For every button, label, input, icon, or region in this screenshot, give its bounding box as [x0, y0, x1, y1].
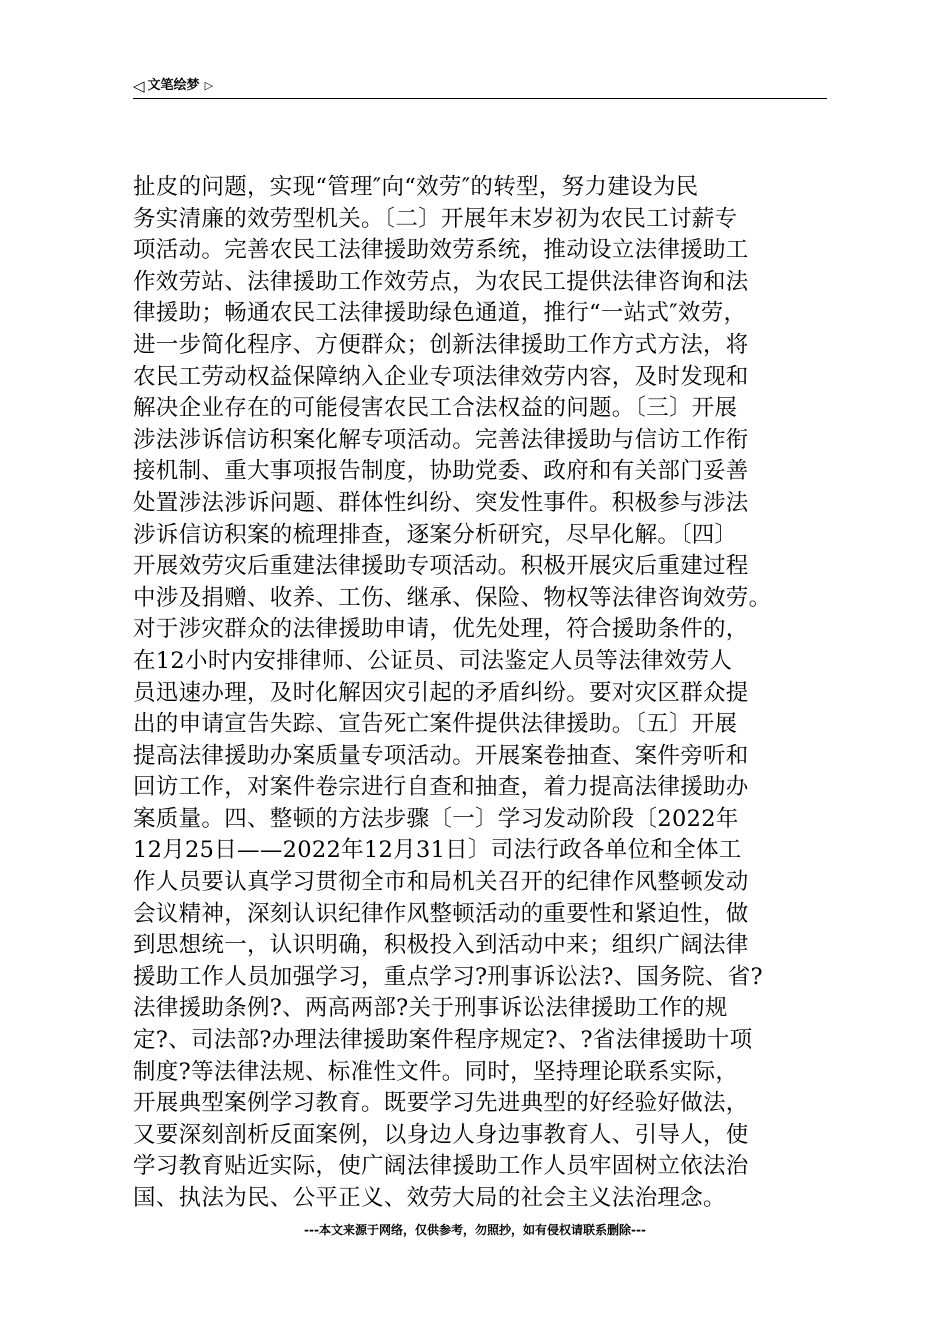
- text-line: 制度?等法律法规、标准性文件。同时，坚持理论联系实际，: [133, 1058, 739, 1085]
- text-line: 国、执法为民、公平正义、效劳大局的社会主义法治理念。: [133, 1185, 726, 1211]
- text-line: 法律援助条例?、两高两部?关于刑事诉讼法律援助工作的规: [133, 995, 728, 1022]
- text-line: 作人员要认真学习贯彻全市和局机关召开的纪律作风整顿发动: [133, 869, 749, 896]
- text-line: 援助工作人员加强学习，重点学习?刑事诉讼法?、国务院、省?: [133, 963, 763, 990]
- text-line: 农民工劳动权益保障纳入企业专项法律效劳内容，及时发现和: [133, 363, 749, 390]
- text-line: 项活动。完善农民工法律援助效劳系统，推动设立法律援助工: [133, 237, 749, 264]
- text-line: 员迅速办理，及时化解因灾引起的矛盾纠纷。要对灾区群众提: [133, 679, 749, 706]
- text-line: 会议精神，深刻认识纪律作风整顿活动的重要性和紧迫性，做: [133, 900, 749, 927]
- text-line: 案质量。四、整顿的方法步骤〔一〕学习发动阶段〔2022年: [133, 805, 739, 832]
- text-line: 12月25日——2022年12月31日〕司法行政各单位和全体工: [133, 837, 742, 864]
- page-footer: ---本文来源于网络，仅供参考，勿照抄，如有侵权请联系删除---: [304, 1223, 646, 1237]
- text-line: 涉诉信访积案的梳理排查，逐案分析研究，尽早化解。〔四〕: [133, 521, 738, 548]
- text-line: 律援助；畅通农民工法律援助绿色通道，推行“一站式″效劳，: [133, 300, 747, 327]
- text-line: 解决企业存在的可能侵害农民工合法权益的问题。〔三〕开展: [133, 395, 738, 422]
- text-line: 进一步简化程序、方便群众；创新法律援助工作方式方法，将: [133, 331, 749, 358]
- text-line: 定?、司法部?办理法律援助案件程序规定?、?省法律援助十项: [133, 1027, 753, 1054]
- page-header: [133, 74, 827, 99]
- text-line: 提高法律援助办案质量专项活动。开展案卷抽查、案件旁听和: [133, 742, 749, 769]
- text-line: 开展典型案例学习教育。既要学习先进典型的好经验好做法，: [133, 1090, 749, 1117]
- text-line: 中涉及捐赠、收养、工伤、继承、保险、物权等法律咨询效劳。: [133, 584, 772, 611]
- text-line: 作效劳站、法律援助工作效劳点，为农民工提供法律咨询和法: [133, 268, 749, 295]
- text-line: 接机制、重大事项报告制度，协助党委、政府和有关部门妥善: [133, 458, 749, 485]
- text-line: 在12小时内安排律师、公证员、司法鉴定人员等法律效劳人: [133, 647, 733, 674]
- text-line: 涉法涉诉信访积案化解专项活动。完善法律援助与信访工作衔: [133, 426, 749, 453]
- body-text: [133, 172, 827, 1215]
- text-line: 回访工作，对案件卷宗进行自查和抽查，着力提高法律援助办: [133, 774, 749, 801]
- text-line: 又要深刻剖析反面案例，以身边人身边事教育人、引导人，使: [133, 1121, 749, 1148]
- text-line: 学习教育贴近实际，使广阔法律援助工作人员牢固树立依法治: [133, 1153, 749, 1180]
- text-line: 到思想统一，认识明确，积极投入到活动中来；组织广阔法律: [133, 932, 749, 959]
- triangle-right-icon: ▷: [204, 79, 214, 92]
- header-title: 文笔绘梦: [147, 78, 200, 93]
- text-line: 务实清廉的效劳型机关。〔二〕开展年末岁初为农民工讨薪专: [133, 205, 738, 232]
- text-line: 处置涉法涉诉问题、群体性纠纷、突发性事件。积极参与涉法: [133, 489, 749, 516]
- triangle-left-icon: ◁: [133, 77, 145, 95]
- text-line: 出的申请宣告失踪、宣告死亡案件提供法律援助。〔五〕开展: [133, 711, 738, 738]
- text-line: 对于涉灾群众的法律援助申请，优先处理，符合援助条件的，: [133, 616, 749, 643]
- text-line: 扯皮的问题，实现“管理″向“效劳″的转型，努力建设为民: [133, 174, 699, 200]
- text-line: 开展效劳灾后重建法律援助专项活动。积极开展灾后重建过程: [133, 553, 749, 580]
